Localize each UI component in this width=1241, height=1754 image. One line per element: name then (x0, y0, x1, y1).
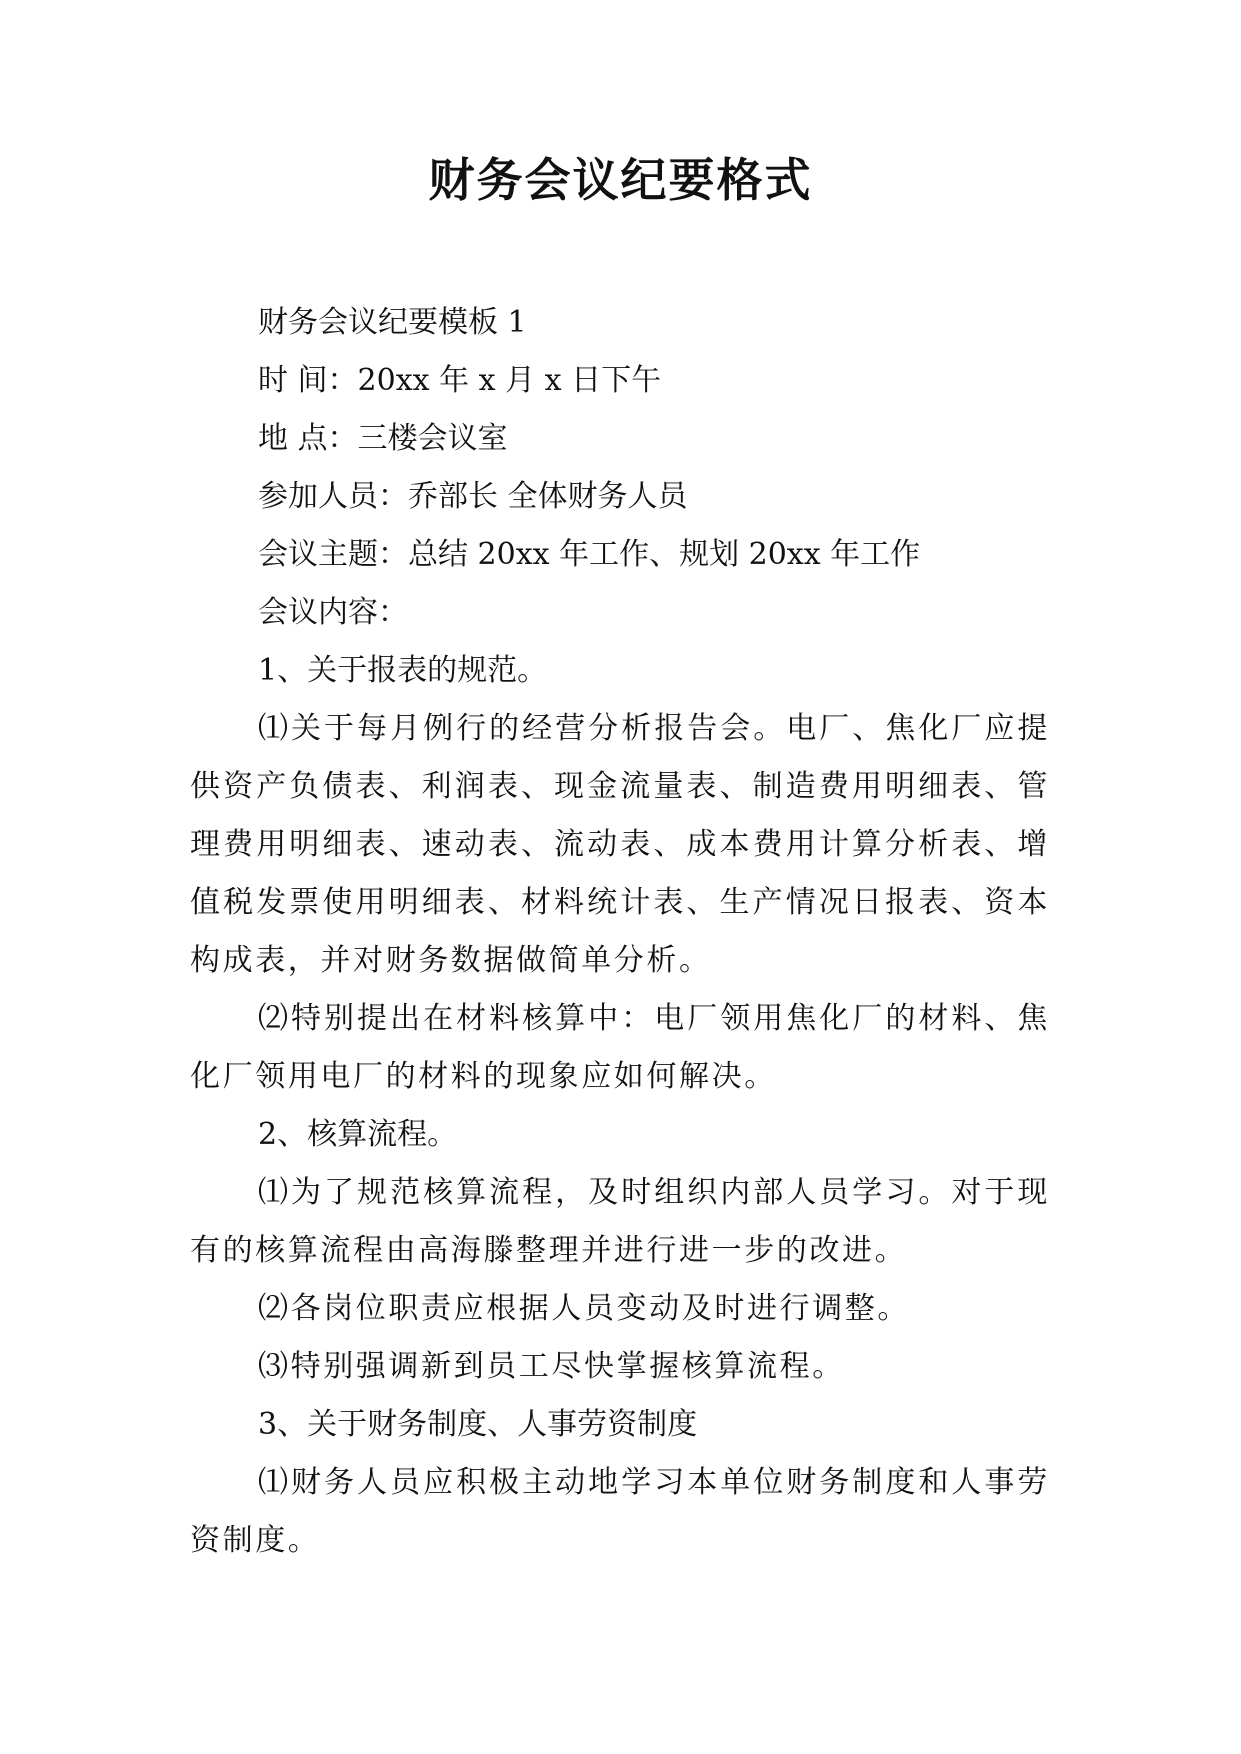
section-item: ⑴财务人员应积极主动地学习本单位财务制度和人事劳资制度。 (190, 1465, 1050, 1558)
meeting-place: 地 点：三楼会议室 (258, 421, 508, 456)
meeting-attendees: 参加人员：乔部长 全体财务人员 (258, 479, 688, 514)
section-item: ⑵特别提出在材料核算中：电厂领用焦化厂的材料、焦化厂领用电厂的材料的现象应如何解决。 (190, 1001, 1050, 1094)
section-item: ⑵各岗位职责应根据人员变动及时进行调整。 (258, 1291, 910, 1326)
section-heading: 2、核算流程。 (258, 1117, 458, 1152)
content-label: 会议内容： (258, 595, 408, 630)
document-title: 财务会议纪要格式 (428, 153, 813, 207)
section-heading: 1、关于报表的规范。 (258, 653, 548, 688)
section-item: ⑶特别强调新到员工尽快掌握核算流程。 (258, 1349, 845, 1384)
section-item: ⑴为了规范核算流程，及时组织内部人员学习。对于现有的核算流程由高海滕整理并进行进一步的改进。 (190, 1175, 1050, 1268)
template-heading: 财务会议纪要模板 1 (258, 305, 527, 340)
document-body (190, 294, 1050, 1570)
meeting-topic: 会议主题：总结 20xx 年工作、规划 20xx 年工作 (258, 537, 921, 572)
section-heading: 3、关于财务制度、人事劳资制度 (258, 1407, 698, 1442)
section-item: ⑴关于每月例行的经营分析报告会。电厂、焦化厂应提供资产负债表、利润表、现金流量表、制造费用明细表、管理费用明细表、速动表、流动表、成本费用计算分析表、增值税发票使用明细表、材料统计表、生产情况日报表、资本构成表，并对财务数据做简单分析。 (190, 711, 1050, 978)
meeting-time: 时 间：20xx 年 x 月 x 日下午 (258, 363, 662, 398)
